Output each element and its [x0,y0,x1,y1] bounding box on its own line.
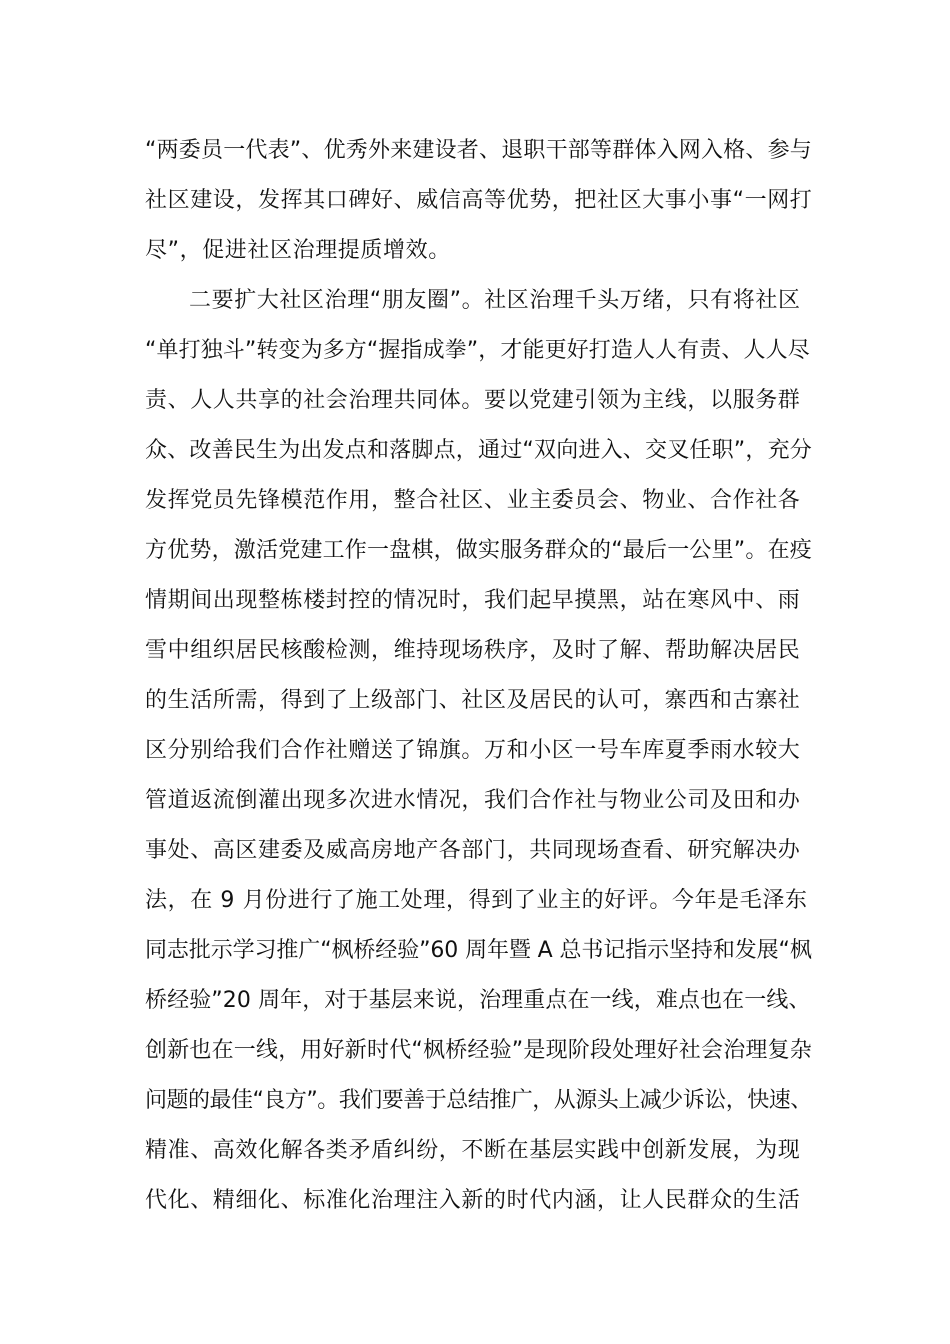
text-line-20: 问题的最佳“良方”。我们要善于总结推广，从源头上减少诉讼，快速、 [145,1088,812,1113]
text-line-10: 情期间出现整栋楼封控的情况时，我们起早摸黑，站在寒风中、雨 [145,588,801,613]
text-line-8: 发挥党员先锋模范作用，整合社区、业主委员会、物业、合作社各 [145,488,801,513]
text-line-16: 法，在 9 月份进行了施工处理，得到了业主的好评。今年是毛泽东 [145,888,808,913]
text-line-6: 责、人人共享的社会治理共同体。要以党建引领为主线，以服务群 [145,388,801,413]
text-line-7: 众、改善民生为出发点和落脚点，通过“双向进入、交叉任职”，充分 [145,438,812,463]
paragraph-2-first-line: 二要扩大社区治理“朋友圈”。社区治理千头万绪，只有将社区 [189,288,801,313]
text-line-17: 同志批示学习推广“枫桥经验”60 周年暨 A 总书记指示坚持和发展“枫 [145,938,812,963]
text-line-9: 方优势，激活党建工作一盘棋，做实服务群众的“最后一公里”。在疫 [145,538,812,563]
text-line-5: “单打独斗”转变为多方“握指成拳”，才能更好打造人人有责、人人尽 [145,338,810,363]
text-line-19: 创新也在一线，用好新时代“枫桥经验”是现阶段处理好社会治理复杂 [145,1038,812,1063]
text-line-22: 代化、精细化、标准化治理注入新的时代内涵，让人民群众的生活 [145,1188,801,1213]
text-line-11: 雪中组织居民核酸检测，维持现场秩序，及时了解、帮助解决居民 [145,638,801,663]
text-line-13: 区分别给我们合作社赠送了锦旗。万和小区一号车库夏季雨水较大 [145,738,801,763]
text-line-18: 桥经验”20 周年，对于基层来说，治理重点在一线，难点也在一线、 [145,988,811,1013]
text-line-2: 社区建设，发挥其口碑好、威信高等优势，把社区大事小事“一网打 [145,188,813,213]
text-line-14: 管道返流倒灌出现多次进水情况，我们合作社与物业公司及田和办 [145,788,801,813]
text-line-21: 精准、高效化解各类矛盾纠纷，不断在基层实践中创新发展，为现 [145,1138,801,1163]
text-line-1: “两委员一代表”、优秀外来建设者、退职干部等群体入网入格、参与 [145,138,812,163]
text-line-12: 的生活所需，得到了上级部门、社区及居民的认可，寨西和古寨社 [145,688,801,713]
text-line-15: 事处、高区建委及威高房地产各部门，共同现场查看、研究解决办 [145,838,801,863]
text-line-3: 尽”，促进社区治理提质增效。 [145,238,451,263]
